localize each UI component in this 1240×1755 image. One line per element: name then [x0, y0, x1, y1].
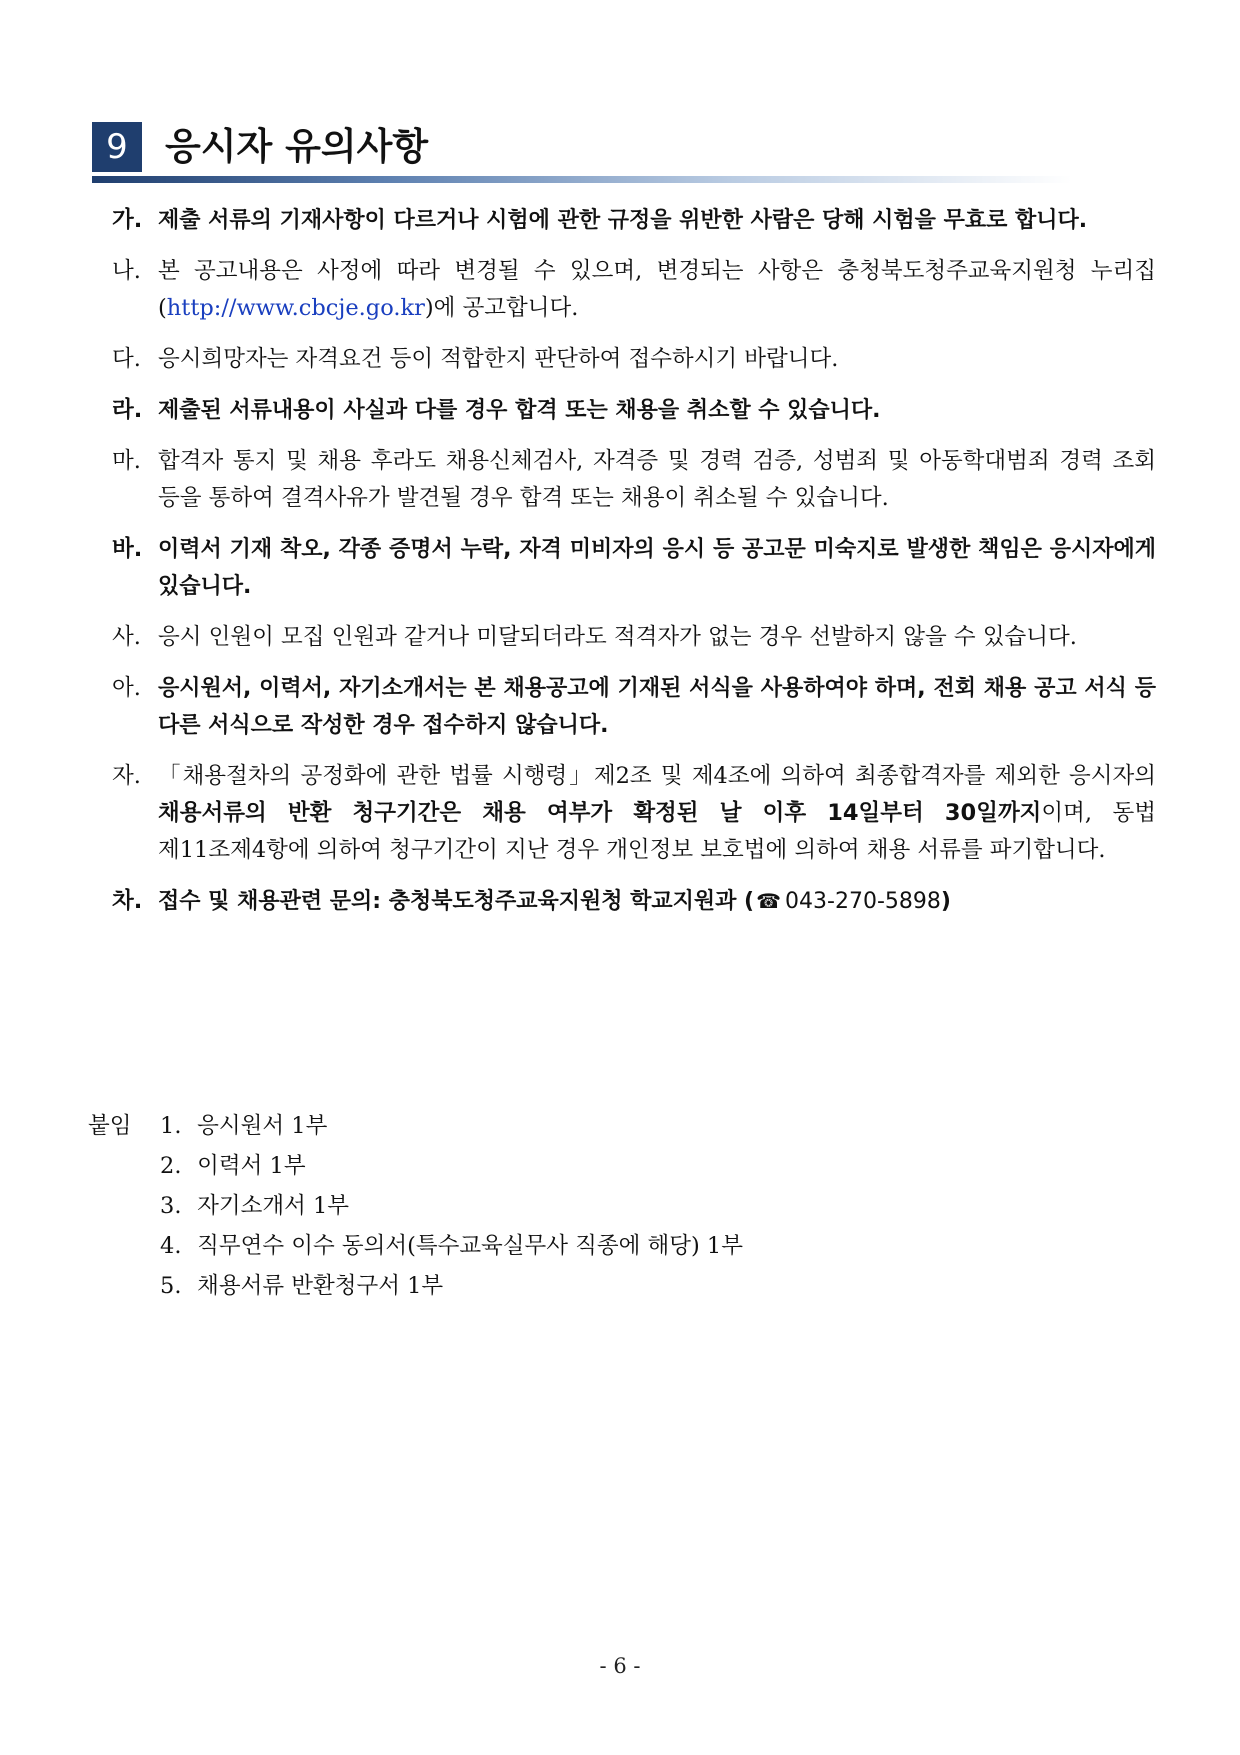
attachment-number: 1. [160, 1113, 182, 1139]
item-text-part: )에 공고합니다. [424, 295, 579, 321]
page-number: - 6 - [599, 1654, 641, 1678]
item-text-part: 이며, 동법 제11조제4항에 의하여 청구기간이 지난 경우 개인정보 보호법에 의하여 채용 서류를 파기합니다. [158, 800, 1156, 863]
notice-item [112, 531, 1156, 605]
notice-item [112, 619, 1156, 656]
item-marker: 사. [112, 624, 141, 650]
notice-list [112, 202, 1156, 934]
notice-item [112, 443, 1156, 517]
section-header [92, 118, 1062, 182]
item-text: 이력서 기재 착오, 각종 증명서 누락, 자격 미비자의 응시 등 공고문 미숙지로 발생한 책임은 응시자에게 있습니다. [158, 537, 1156, 599]
attachment-text: 이력서 1부 [197, 1153, 306, 1179]
item-text-part: 접수 및 채용관련 문의: 충청북도청주교육지원청 학교지원과 ( [158, 889, 755, 914]
notice-item [112, 883, 1156, 920]
attachment-item [160, 1186, 743, 1226]
item-text: 합격자 통지 및 채용 후라도 채용신체검사, 자격증 및 경력 검증, 성범죄 및 아동학대범죄 경력 조회 등을 통하여 결격사유가 발견될 경우 합격 또는 채용이 취소될 수 있습니다. [158, 448, 1156, 511]
notice-item [112, 758, 1156, 869]
item-text-part: ) [940, 889, 951, 914]
attachment-number: 4. [160, 1233, 182, 1259]
item-marker: 마. [112, 448, 141, 474]
item-text: 응시희망자는 자격요건 등이 적합한지 판단하여 접수하시기 바랍니다. [158, 346, 839, 372]
section-title: 응시자 유의사항 [165, 125, 429, 168]
item-marker: 자. [112, 763, 141, 789]
website-link[interactable]: http://www.cbcje.go.kr [166, 295, 425, 321]
phone-number: 043-270-5898 [785, 889, 941, 914]
item-marker: 나. [112, 258, 141, 284]
attachment-item [160, 1266, 743, 1306]
attachment-item [160, 1226, 743, 1266]
section-divider [92, 176, 1072, 183]
notice-item [112, 202, 1156, 239]
item-marker: 아. [112, 675, 141, 701]
item-text [158, 253, 1156, 327]
attachment-text: 직무연수 이수 동의서(특수교육실무사 직종에 해당) 1부 [197, 1233, 743, 1259]
item-marker: 가. [112, 207, 143, 233]
attachments-label: 붙임 [88, 1113, 132, 1139]
item-marker: 라. [112, 397, 143, 423]
notice-item [112, 253, 1156, 327]
item-text-part: 본 공고내용은 사정에 따라 변경될 수 있으며, 변경되는 사항은 충청북도청주교육지원청 누리집( [158, 258, 1156, 321]
item-text: 제출된 서류내용이 사실과 다를 경우 합격 또는 채용을 취소할 수 있습니다. [158, 398, 881, 423]
attachment-item [160, 1146, 743, 1186]
attachment-text: 채용서류 반환청구서 1부 [197, 1273, 444, 1299]
attachment-item [160, 1106, 743, 1146]
attachment-number: 3. [160, 1193, 182, 1219]
attachment-number: 2. [160, 1153, 182, 1179]
notice-item [112, 670, 1156, 744]
item-text: 응시 인원이 모집 인원과 같거나 미달되더라도 적격자가 없는 경우 선발하지 않을 수 있습니다. [158, 624, 1077, 650]
item-marker: 차. [112, 888, 143, 914]
notice-item [112, 341, 1156, 378]
section-number-badge: 9 [92, 122, 142, 172]
item-text: 응시원서, 이력서, 자기소개서는 본 채용공고에 기재된 서식을 사용하여야 하며, 전회 채용 공고 서식 등 다른 서식으로 작성한 경우 접수하지 않습니다. [158, 676, 1156, 738]
item-text [158, 883, 1156, 920]
attachment-text: 자기소개서 1부 [197, 1193, 350, 1219]
item-text-emphasis: 채용서류의 반환 청구기간은 채용 여부가 확정된 날 이후 14일부터 30일까지 [158, 800, 1042, 826]
item-text [158, 758, 1156, 869]
item-marker: 바. [112, 536, 143, 562]
item-text-part: 「채용절차의 공정화에 관한 법률 시행령」제2조 및 제4조에 의하여 최종합격자를 제외한 응시자의 [158, 763, 1156, 789]
attachments-list [160, 1106, 743, 1306]
item-marker: 다. [112, 346, 141, 372]
attachment-number: 5. [160, 1273, 182, 1299]
attachment-text: 응시원서 1부 [197, 1113, 328, 1139]
phone-icon: ☎ [756, 889, 782, 913]
item-text: 제출 서류의 기재사항이 다르거나 시험에 관한 규정을 위반한 사람은 당해 시험을 무효로 합니다. [158, 208, 1088, 233]
notice-item [112, 392, 1156, 429]
